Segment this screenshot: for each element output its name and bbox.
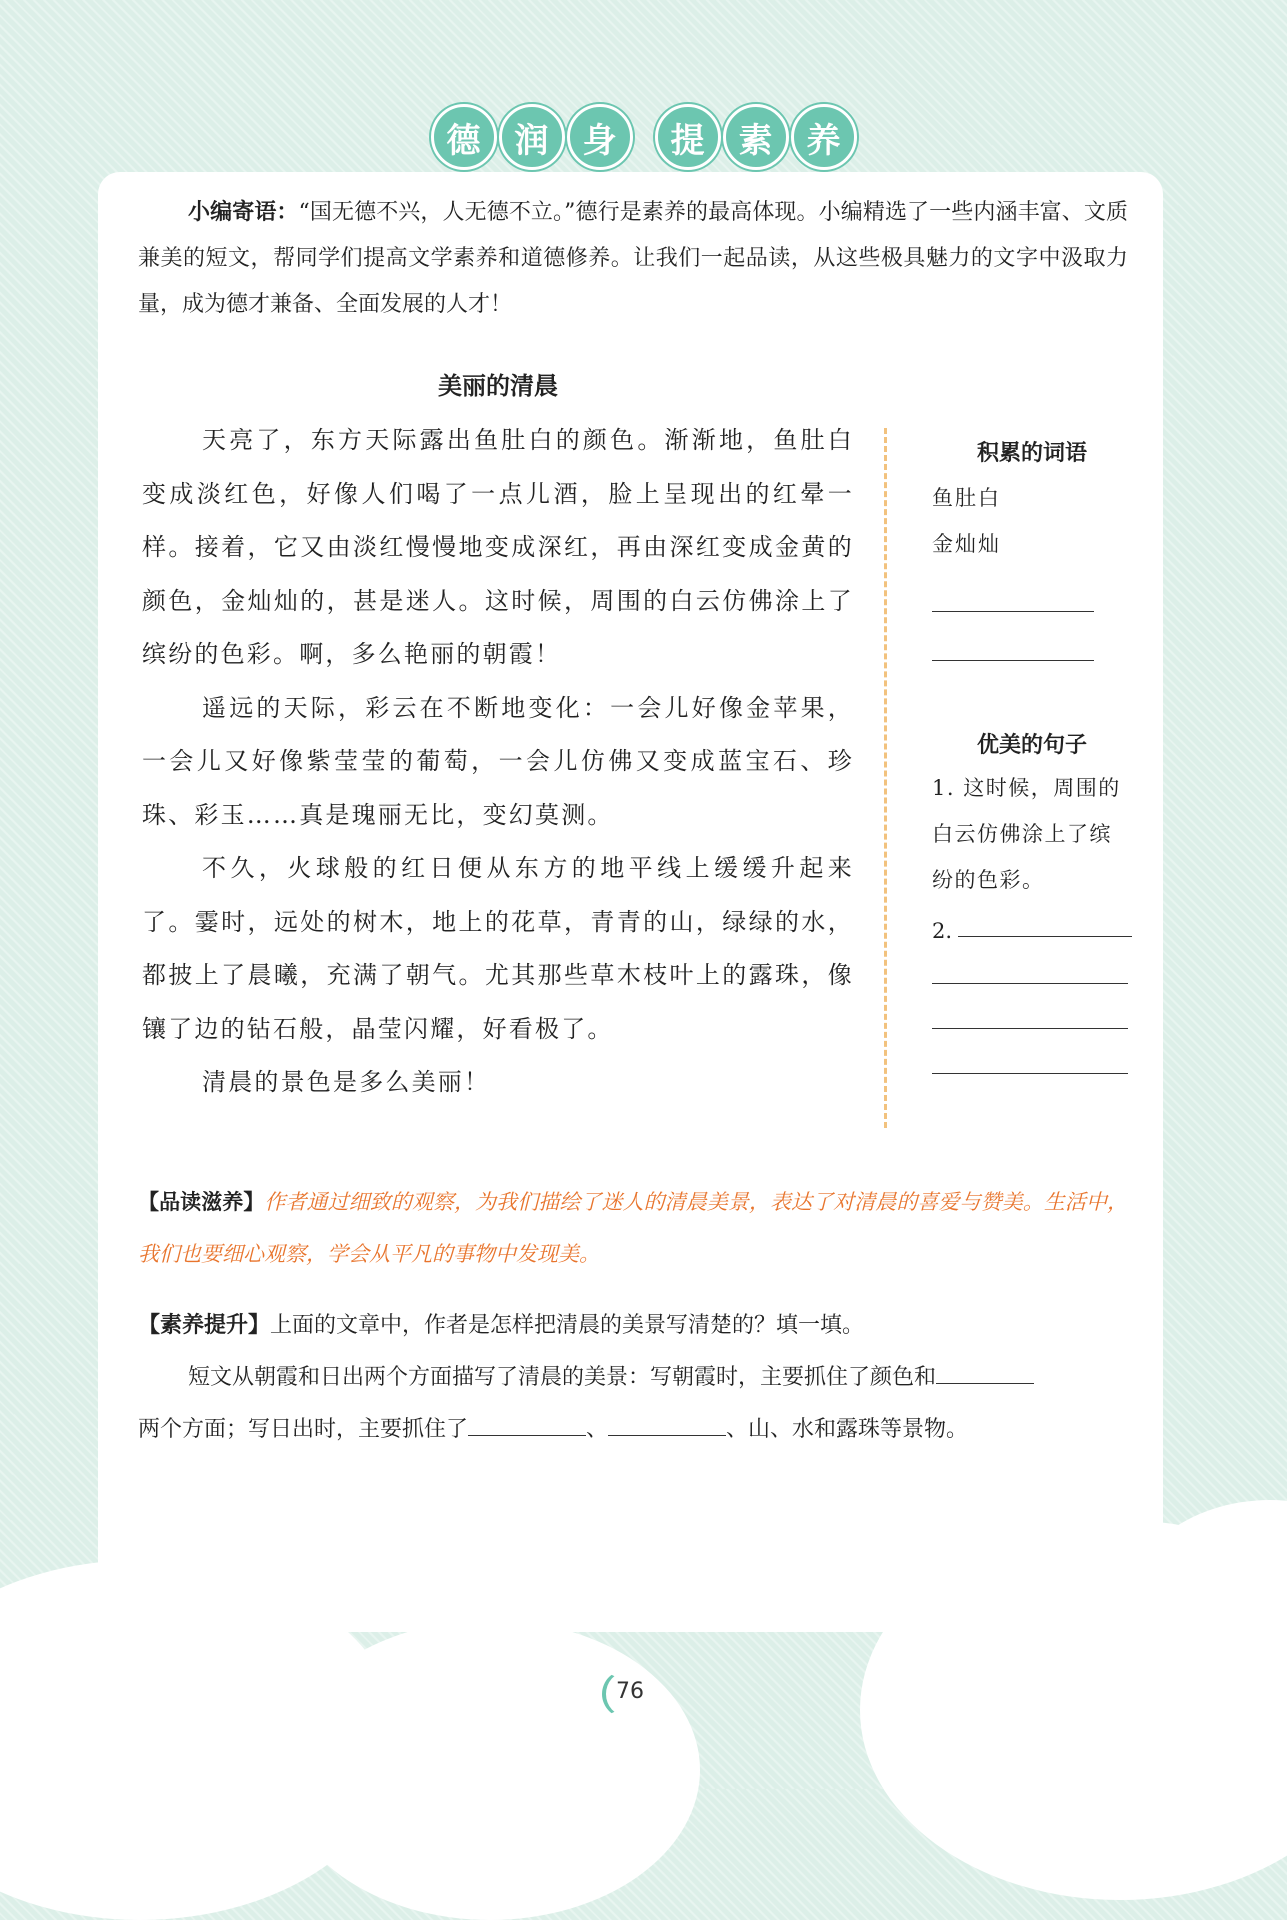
editor-note-text: “国无德不兴，人无德不立。”德行是素养的最高体现。小编精选了一些内涵丰富、文质兼美的短文，帮同学们提高文学素养和道德修养。让我们一起品读，从这些极具魅力的文字中汲取力量，成为德才兼备、全面发展的人才！ xyxy=(138,200,1128,317)
answer-blank[interactable] xyxy=(932,660,1094,661)
cloud-decoration xyxy=(280,1620,700,1920)
sentences-title: 优美的句子 xyxy=(976,733,1087,758)
title-char: 提 xyxy=(655,104,721,170)
editor-note-label: 小编寄语： xyxy=(188,200,299,225)
improve-question: 上面的文章中，作者是怎样把清晨的美景写清楚的？填一填。 xyxy=(270,1313,865,1338)
page-number xyxy=(600,1666,660,1716)
improve-line-2a: 两个方面；写日出时，主要抓住了 xyxy=(138,1417,469,1442)
words-panel xyxy=(932,436,1132,661)
dashed-divider xyxy=(884,428,887,1128)
page-number-text: 76 xyxy=(616,1678,644,1704)
appreciation-tag: 【品读滋养】 xyxy=(138,1190,265,1214)
title-char: 润 xyxy=(499,104,565,170)
title-group-right xyxy=(655,104,857,170)
improve-line-2b: 、山、水和露珠等景物。 xyxy=(726,1417,969,1442)
essay-paragraph: 天亮了，东方天际露出鱼肚白的颜色。渐渐地，鱼肚白变成淡红色，好像人们喝了一点儿酒，脸上呈现出的红晕一样。接着，它又由淡红慢慢地变成深红，再由深红变成金黄的颜色，金灿灿的，甚是迷人。这时候，周围的白云仿佛涂上了缤纷的色彩。啊，多么艳丽的朝霞！ xyxy=(142,426,854,668)
answer-blank[interactable] xyxy=(932,983,1128,984)
answer-blank[interactable] xyxy=(932,1028,1128,1029)
fill-blank[interactable] xyxy=(936,1361,1034,1384)
essay-paragraph: 清晨的景色是多么美丽！ xyxy=(202,1068,491,1096)
answer-blank[interactable] xyxy=(932,1073,1128,1074)
improve-section xyxy=(138,1300,1128,1456)
improve-tag: 【素养提升】 xyxy=(138,1313,271,1338)
title-char: 养 xyxy=(791,104,857,170)
words-title: 积累的词语 xyxy=(976,441,1087,466)
appreciation-text: 作者通过细致的观察，为我们描绘了迷人的清晨美景，表达了对清晨的喜爱与赞美。生活中，我们也要细心观察，学会从平凡的事物中发现美。 xyxy=(138,1190,1129,1266)
improve-line-1: 短文从朝霞和日出两个方面描写了清晨的美景：写朝霞时，主要抓住了颜色和 xyxy=(188,1365,937,1390)
title-char: 素 xyxy=(723,104,789,170)
answer-blank[interactable] xyxy=(958,936,1132,937)
word-item: 鱼肚白 xyxy=(932,486,1001,510)
essay-body xyxy=(142,414,854,1110)
editor-note xyxy=(138,190,1128,328)
section-header xyxy=(0,102,1287,172)
title-char: 身 xyxy=(567,104,633,170)
appreciation-section xyxy=(138,1176,1128,1280)
sentence-item: 1. 这时候，周围的白云仿佛涂上了缤纷的色彩。 xyxy=(932,776,1121,892)
essay-title: 美丽的清晨 xyxy=(438,372,558,400)
answer-blank[interactable] xyxy=(932,611,1094,612)
sentences-panel xyxy=(932,728,1132,1074)
sentence-item-2 xyxy=(932,903,1132,943)
improve-separator: 、 xyxy=(586,1417,609,1442)
fill-blank[interactable] xyxy=(468,1413,586,1436)
word-item: 金灿灿 xyxy=(932,532,1001,556)
title-char: 德 xyxy=(431,104,497,170)
fill-blank[interactable] xyxy=(608,1413,726,1436)
title-group-left xyxy=(431,104,633,170)
essay-paragraph: 遥远的天际，彩云在不断地变化：一会儿好像金苹果，一会儿又好像紫莹莹的葡萄，一会儿仿佛又变成蓝宝石、珍珠、彩玉……真是瑰丽无比，变幻莫测。 xyxy=(142,693,854,829)
essay-paragraph: 不久，火球般的红日便从东方的地平线上缓缓升起来了。霎时，远处的树木，地上的花草，青青的山，绿绿的水，都披上了晨曦，充满了朝气。尤其那些草木枝叶上的露珠，像镶了边的钻石般，晶莹闪耀，好看极了。 xyxy=(142,854,854,1043)
sentence-number: 2. xyxy=(932,919,953,943)
